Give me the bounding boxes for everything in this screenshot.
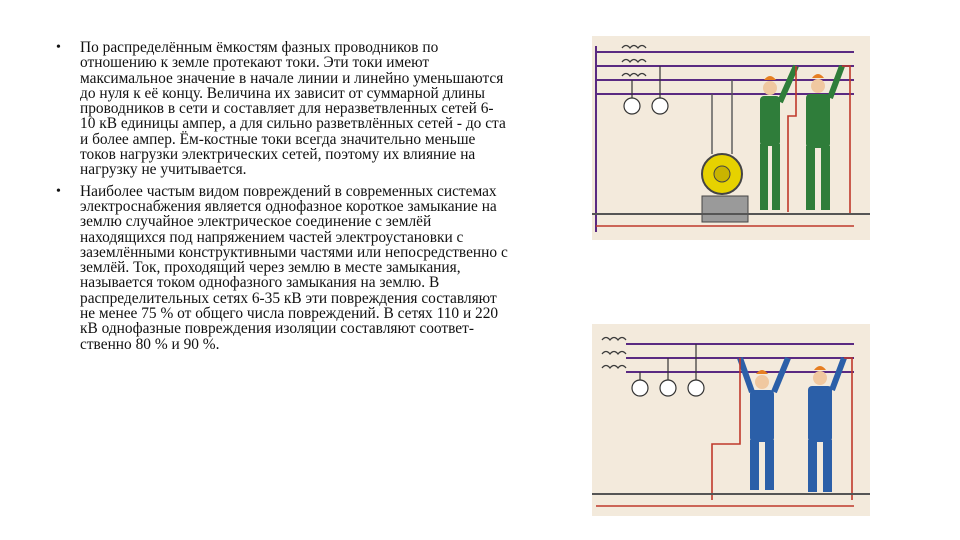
bullet-marker: • bbox=[56, 40, 61, 55]
bullet-marker: • bbox=[56, 183, 61, 199]
text-column bbox=[56, 40, 508, 358]
worker-figure-left bbox=[760, 66, 796, 210]
worker-figure-left bbox=[740, 358, 788, 490]
bullet-text: Наиболее частым видом повреждений в современных системах электроснабжения является однофазное короткое замыкание на землю случайное электрическое соединение с землёй находящихся под напряжением частей электроустановки с заземлёнными конструктивными частями или непосредственно с землёй. Ток, проходящий через землю в месте замыкания, называется током однофазного замыкания на землю. В распределительных сетях 6-35 кВ эти повреждения составляют не менее 75 % от общего числа повреждений. В сетях 110 и 220 кВ однофазные повреждения изоляции составляют соответ-ственно 80 % и 90 %. bbox=[80, 182, 508, 353]
transformer-coils-icon bbox=[622, 46, 646, 77]
voltmeter-icons bbox=[632, 344, 704, 396]
worker-figure-right bbox=[806, 66, 842, 210]
generator-icon bbox=[702, 80, 748, 222]
worker-figure-right bbox=[808, 358, 844, 492]
illustration-ground-fault bbox=[592, 324, 870, 516]
bullet-item-capacitive-currents bbox=[56, 40, 508, 178]
illustration-network-with-generator bbox=[592, 36, 870, 240]
bullet-text: По распределённым ёмкостям фазных проводников по отношению к земле протекают токи. Эти токи имеют максимальное значение в начале линии и линейно уменьшаются до нуля к её концу. Величина их зависит от суммарной длины проводников в сети и составляет для неразветвленных сетей 6-10 кВ единицы ампер, а для сильно разветвлённых сетей - до ста и более ампер. Ём-костные токи всегда значительно меньше токов нагрузки электрических сетей, поэтому их влияние на нагрузку не учитывается. bbox=[80, 39, 506, 179]
bullet-item-ground-fault bbox=[56, 184, 508, 352]
voltmeter-icons bbox=[624, 66, 668, 114]
transformer-coils-icon bbox=[602, 338, 626, 369]
